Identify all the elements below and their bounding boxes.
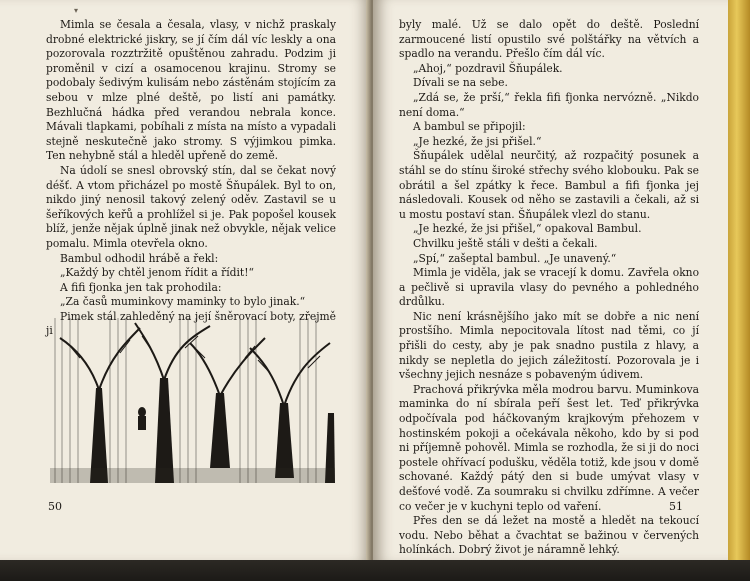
book-cover-edge <box>728 0 750 581</box>
paragraph: „Je hezké, že jsi přišel,“ opakoval Bambul. <box>413 222 642 236</box>
paragraph: A bambul se připojil: <box>413 120 526 134</box>
paragraph: „Je hezké, že jsi přišel.“ <box>413 134 542 148</box>
right-page-text <box>399 18 699 558</box>
paragraph: Pimek stál zahleděný na její šněrovací boty, zřejmě ji <box>46 309 336 338</box>
paragraph: „Za časů muminkovy maminky to bylo jinak.“ <box>60 295 306 309</box>
paragraph: Mimla se česala a česala, vlasy, v nichž praskaly drobné elektrické jiskry, se jí čím dál víc leskly a ona pozorovala rozztržitě opuštěnou zahradu. Podzim ji proměnil v cizí a osamocenou krajinu. Stromy se podobaly šedivým kulisám nebo zástěnám stojícím za sebou v mlze plné deště, po listí ani památky. Bezhlučná hádka před verandou nebrala konce. Mávali tlapkami, pobíhali z místa na místo a vypadali stejně neskutečně jako stromy. S výjimkou pimka. Ten nehybně stál a hleděl upřeně do země. <box>46 18 336 163</box>
paragraph: Nic není krásnějšího jako mít se dobře a nic není prostšího. Mimla nepocitovala lítost nad těmi, co jí přišli do cesty, aby je pak snadno pustila z hlavy, a nikdy se nepletla do jejich záležitostí. Pozorovala je i všechny jejich nesnáze s pobaveným údivem. <box>399 309 699 382</box>
ornament-mark: ▾ <box>74 6 79 15</box>
forest-illustration <box>50 318 335 483</box>
paragraph: byly malé. Už se dalo opět do deště. Poslední zarmoucené listí opustilo své polštářky na větvích a spadlo na verandu. Přešlo čím dál víc. <box>399 18 699 61</box>
paragraph: Dívali se na sebe. <box>413 76 508 90</box>
page-number: 51 <box>669 500 683 513</box>
left-page-text <box>46 18 336 339</box>
left-page <box>0 0 371 560</box>
right-page <box>373 0 728 560</box>
paragraph: Bambul odhodil hrábě a řekl: <box>60 251 219 265</box>
paragraph: Mimla je viděla, jak se vracejí k domu. Zavřela okno a pečlivě si upravila vlasy do pevného a pohledného drdůlku. <box>399 266 699 309</box>
paragraph: „Každý by chtěl jenom řídit a řídit!“ <box>60 266 254 280</box>
paragraph: Šňupálek udělal neurčitý, až rozpačitý posunek a stáhl se do stínu široké střechy svého klobouku. Pak se obrátil a šel zpátky k řece. Bambul a fifi fjonka jej následovali. Kousek od něho se zastavili a čekali, až si u mostu postaví stan. Šňupálek vlezl do stanu. <box>399 149 699 221</box>
paragraph: Prachová přikrývka měla modrou barvu. Muminkova maminka do ní sbírala peří šest let. Teď přikrývka odpočívala pod háčkovaným krajkovým přehozem v hostinském pokoji a očekávala někoho, kdo by si pod ni příjemně pohověl. Mimla se rozhodla, že si ji do noci postele ohřívací podušku, věděla totiž, kde jsou v domě schované. Každý pátý den si bude umývat vlasy v dešťové vodě. Za soumraku si chvilku zdřímne. A večer co večer je v kuchyni teplo od vaření. <box>399 382 699 513</box>
paragraph: Chvilku ještě stáli v dešti a čekali. <box>413 236 598 250</box>
book-cover-bottom <box>0 560 750 581</box>
page-number: 50 <box>48 500 62 513</box>
paragraph: Na údolí se snesl obrovský stín, dal se čekat nový déšť. A vtom přicházel po mostě Šňupálek. Byl to on, nikdo jiný nenosil takový zelený oděv. Zastavil se u šeříkových keřů a prohlížel si je. Pak popošel kousek blíž, jenže nějak úplně jinak než obvykle, nějak velice pomalu. Mimla otevřela okno. <box>46 163 336 250</box>
paragraph: A fifi fjonka jen tak prohodila: <box>60 280 222 294</box>
paragraph: Přes den se dá ležet na mostě a hledět na tekoucí vodu. Nebo běhat a čvachtat se bažinou v červených holínkách. Dobrý život je náramně lehký. <box>399 514 699 557</box>
paragraph: „Zdá se, že prší,“ řekla fifi fjonka nervózně. „Nikdo není doma.“ <box>399 90 699 119</box>
paragraph: „Ahoj,“ pozdravil Šňupálek. <box>413 61 563 75</box>
paragraph: „Spí,“ zašeptal bambul. „Je unavený.“ <box>413 251 617 265</box>
moomin-figure <box>138 407 146 430</box>
